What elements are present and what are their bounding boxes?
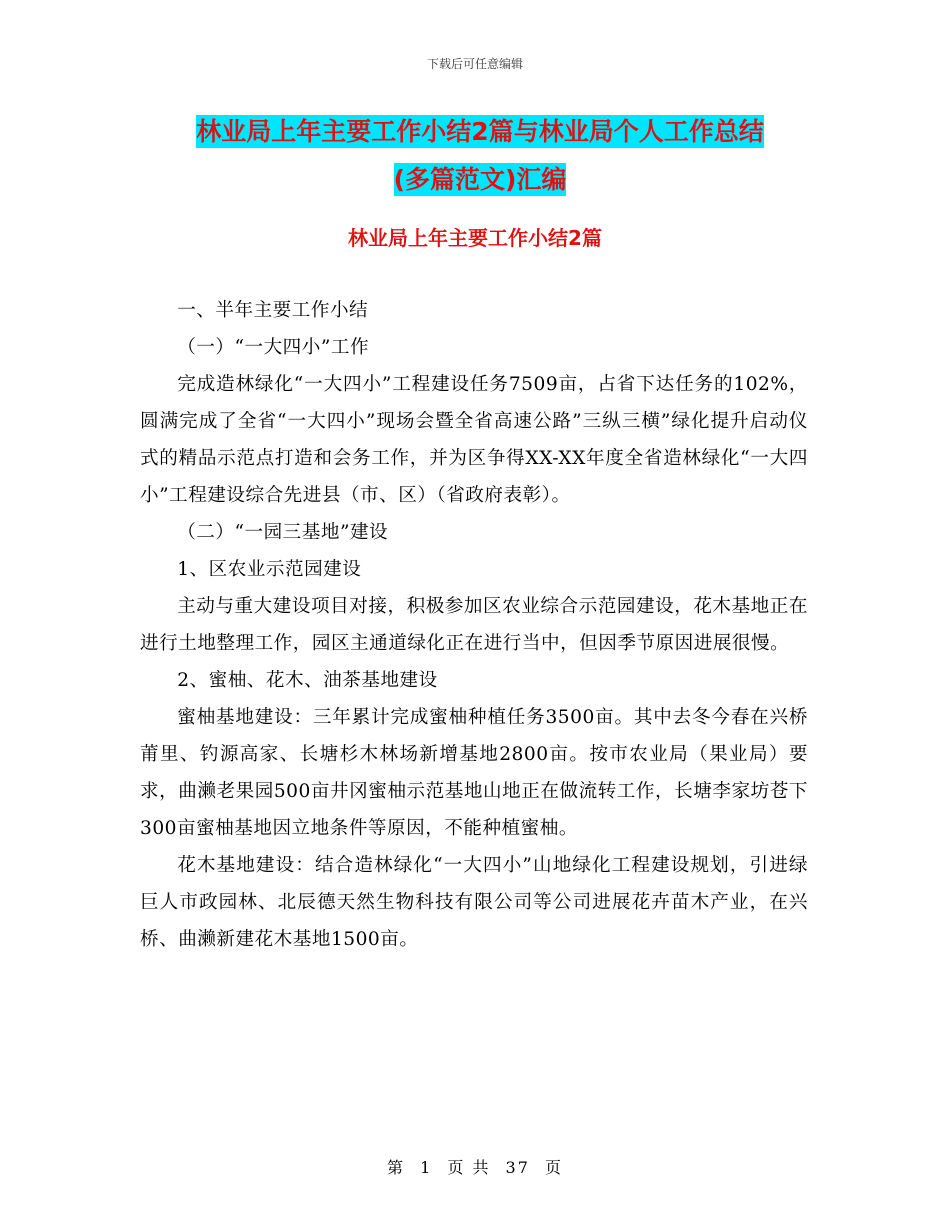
paragraph: 1、区农业示范园建设 — [177, 559, 362, 580]
paragraph: 花木基地建设：结合造林绿化“一大四小”山地绿化工程建设规划，引进绿巨人市政园林、北辰德天然生物科技有限公司等公司进展花卉苗木产业，在兴桥、曲濑新建花木基地1500亩。 — [140, 855, 808, 950]
document-title-line-1: 林业局上年主要工作小结2篇与林业局个人工作总结 — [196, 117, 764, 146]
paragraph: 蜜柚基地建设：三年累计完成蜜柚种植任务3500亩。其中去冬今春在兴桥莆里、钓源高家、长塘杉木林场新增基地2800亩。按市农业局（果业局）要求，曲濑老果园500亩井冈蜜柚示范基地山地正在做流转工作，长塘李家坊苍下300亩蜜柚基地因立地条件等原因，不能种植蜜柚。 — [140, 707, 808, 839]
footer-suffix: 页 — [545, 1158, 564, 1177]
footer-prefix: 第 — [386, 1158, 405, 1177]
paragraph: 完成造林绿化“一大四小”工程建设任务7509亩，占省下达任务的102%，圆满完成了全省“一大四小”现场会暨全省高速公路”三纵三横”绿化提升启动仪式的精品示范点打造和会务工作，并为区争得XX-XX年度全省造林绿化“一大四小”工程建设综合先进县（市、区）（省政府表彰）。 — [140, 374, 808, 506]
paragraph: 主动与重大建设项目对接，积极参加区农业综合示范园建设，花木基地正在进行土地整理工作，园区主通道绿化正在进行当中，但因季节原因进展很慢。 — [140, 596, 808, 654]
paragraph: （二）“一园三基地”建设 — [177, 522, 389, 543]
body-text — [140, 292, 808, 958]
header-note: 下载后可任意编辑 — [426, 57, 523, 71]
paragraph: 一、半年主要工作小结 — [177, 300, 369, 321]
page-footer — [0, 1155, 950, 1178]
section-title: 林业局上年主要工作小结2篇 — [348, 226, 602, 250]
paragraph: 2、蜜柚、花木、油茶基地建设 — [177, 670, 438, 691]
paragraph: （一）“一大四小”工作 — [177, 337, 370, 358]
document-title — [140, 108, 820, 204]
footer-mid: 页 共 — [447, 1158, 491, 1177]
document-title-line-2: (多篇范文)汇编 — [393, 165, 567, 194]
current-page-number: 1 — [420, 1158, 433, 1177]
total-pages: 37 — [505, 1158, 530, 1177]
